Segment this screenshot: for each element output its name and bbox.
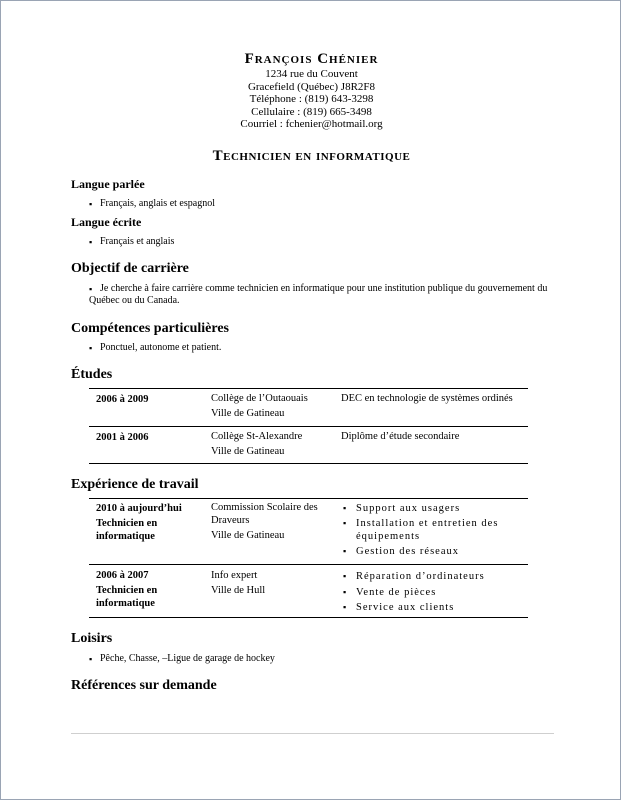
written-language-heading: Langue écrite: [71, 215, 142, 229]
task-item: ▪ Réparation d’ordinateurs: [343, 571, 485, 582]
experience-table-top-rule: [89, 498, 528, 499]
task-item: ▪ Vente de pièces: [343, 586, 437, 598]
job-title: Technicien en informatique: [212, 148, 411, 164]
education-table-row-rule: [89, 426, 528, 427]
experience-heading: Expérience de travail: [71, 477, 199, 492]
email: Courriel : fchenier@hotmail.org: [240, 118, 383, 130]
address-line-1: 1234 rue du Couvent: [265, 68, 358, 80]
experience-table-bottom-rule: [89, 617, 528, 618]
mobile-phone: Cellulaire : (819) 665-3498: [251, 105, 372, 118]
education-period: 2006 à 2009: [96, 394, 149, 405]
spoken-language-heading: Langue parlée: [71, 177, 145, 191]
task-item: ▪ Installation et entretien des équipements: [343, 518, 499, 542]
experience-period-role: 2010 à aujourd’hui Technicien en informatique: [96, 503, 182, 542]
experience-employer: Info expert Ville de Hull: [211, 570, 266, 596]
bullet-icon: ▪: [89, 199, 93, 209]
experience-tasks: [343, 569, 528, 616]
education-school: Collège de l’Outaouais Ville de Gatineau: [211, 393, 308, 419]
bullet-icon: ▪: [89, 237, 93, 247]
task-item: ▪ Gestion des réseaux: [343, 546, 459, 557]
bullet-icon: ▪: [89, 654, 93, 664]
references-heading: Références sur demande: [71, 678, 217, 693]
experience-tasks: [343, 502, 528, 558]
candidate-name: François Chénier: [244, 51, 379, 67]
education-diploma: Diplôme d’étude secondaire: [341, 431, 460, 442]
education-table-top-rule: [89, 388, 528, 389]
footer-rule: [71, 733, 554, 734]
objective-heading: Objectif de carrière: [71, 261, 189, 276]
objective-item: ▪ Je cherche à faire carrière comme technicien en informatique pour une institution publique du gouvernement du Québec ou du Canada.: [89, 283, 548, 306]
resume-header: [0, 50, 623, 131]
bullet-icon: ▪: [89, 284, 93, 294]
leisure-item: ▪ Pêche, Chasse, –Ligue de garage de hockey: [89, 653, 275, 664]
education-diploma: DEC en technologie de systèmes ordinés: [341, 393, 513, 404]
experience-employer: Commission Scolaire des Draveurs Ville de Gatineau: [211, 502, 318, 541]
spoken-language-item: ▪ Français, anglais et espagnol: [89, 198, 215, 209]
address-line-2: Gracefield (Québec) J8R2F8: [247, 80, 376, 93]
skills-heading: Compétences particulières: [71, 321, 229, 336]
leisure-heading: Loisirs: [71, 631, 113, 646]
skills-item: ▪ Ponctuel, autonome et patient.: [89, 342, 222, 353]
written-language-item: ▪ Français et anglais: [89, 236, 175, 247]
education-school: Collège St-Alexandre Ville de Gatineau: [211, 431, 303, 457]
phone: Téléphone : (819) 643-3298: [249, 93, 374, 105]
experience-period-role: 2006 à 2007 Technicien en informatique: [96, 570, 158, 609]
bullet-icon: ▪: [89, 343, 93, 353]
education-period: 2001 à 2006: [96, 432, 149, 443]
experience-table-row-rule: [89, 564, 528, 565]
task-item: ▪ Support aux usagers: [343, 503, 461, 514]
task-item: ▪ Service aux clients: [343, 602, 455, 613]
education-heading: Études: [71, 367, 113, 382]
education-table-bottom-rule: [89, 463, 528, 464]
